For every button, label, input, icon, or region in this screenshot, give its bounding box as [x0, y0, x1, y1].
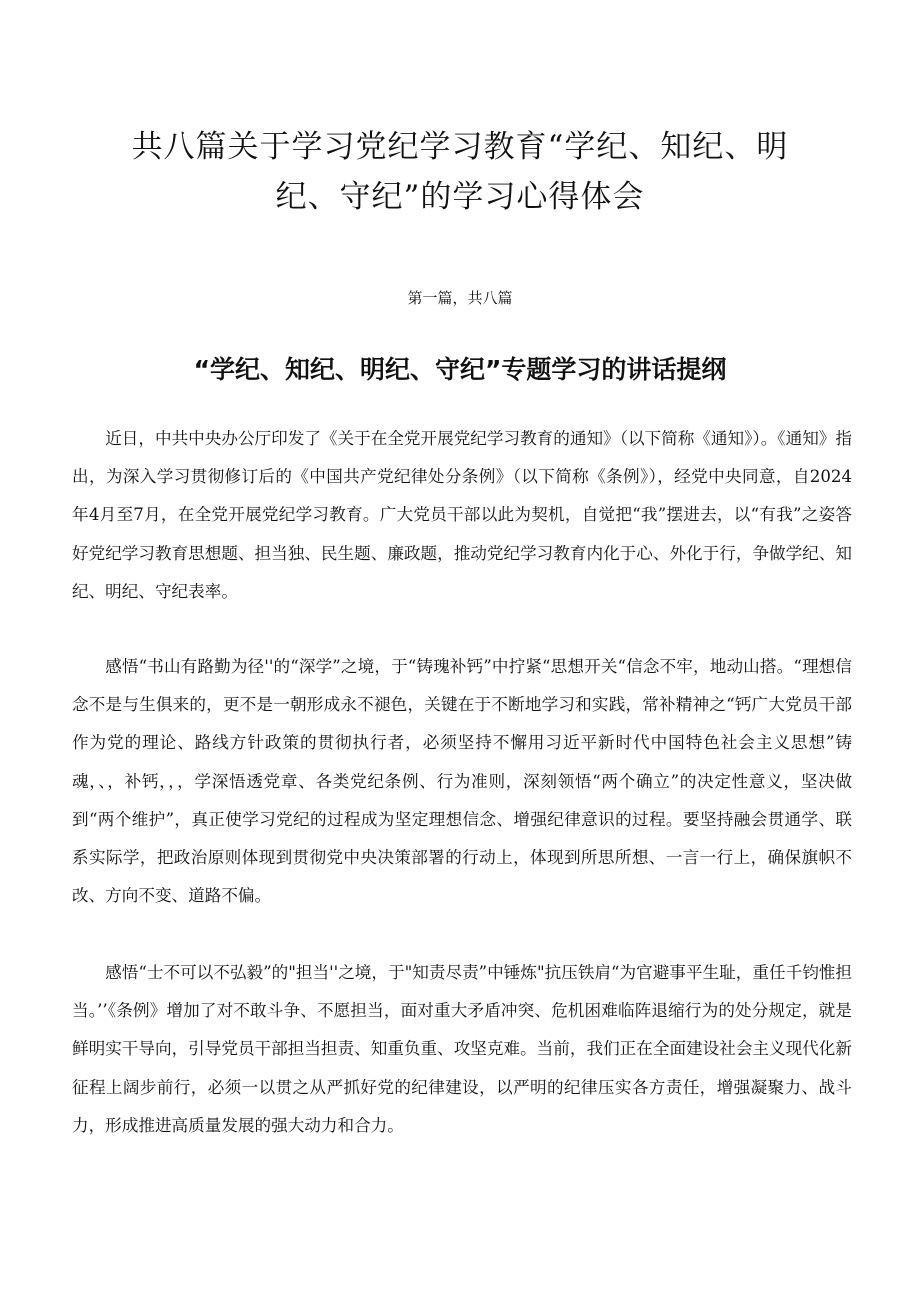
section-label: 第一篇，共八篇	[407, 289, 513, 307]
document-title: 共八篇关于学习党纪学习教育“学纪、知纪、明纪、守纪”的学习心得体会	[131, 129, 789, 215]
body-paragraph-2: 感悟“书山有路勤为径''的“深学”之境，于“铸瑰补钙”中拧紧“思想开关“信念不牢，地动山搭。“理想信念不是与生俱来的，更不是一朝形成永不褪色，关键在于不断地学习和实践，常补精神之“钙广大党员干部作为党的理论、路线方针政策的贯彻执行者，必须坚持不懈用习近平新时代中国特色社会主义思想”铸魂，、，补钙，，，学深悟透党章、各类党纪条例、行为准则，深刻领悟“两个确立”的决定性意义，坚决做到“两个维护”，真正使学习党纪的过程成为坚定理想信念、增强纪律意识的过程。要坚持融会贯通学、联系实际学，把政治原则体现到贯彻党中央决策部署的行动上，体现到所思所想、一言一行上，确保旗帜不改、方向不变、道路不偏。	[72, 657, 852, 906]
section-heading: “学纪、知纪、明纪、守纪”专题学习的讲话提纲	[193, 355, 727, 384]
body-paragraph-1: 近日，中共中央办公厅印发了《关于在全党开展党纪学习教育的通知》（以下简称《通知》）。《通知》指出，为深入学习贯彻修订后的《中国共产党纪律处分条例》（以下简称《条例》），经党中央同意，自2024年4月至7月，在全党开展党纪学习教育。广大党员干部以此为契机，自觉把“我”摆进去，以“有我”之姿答好党纪学习教育思想题、担当独、民生题、廉政题，推动党纪学习教育内化于心、外化于行，争做学纪、知纪、明纪、守纪表率。	[72, 429, 852, 601]
body-paragraph-3: 感悟“士不可以不弘毅”的"担当''之境，于"知责尽责”中锤炼"抗压铁肩“为官避事平生耻，重任千钧惟担当。’’《条例》增加了对不敢斗争、不愿担当，面对重大矛盾冲突、危机困难临阵退缩行为的处分规定，就是鲜明实干导向，引导党员干部担当担责、知重负重、攻坚克难。当前，我们正在全面建设社会主义现代化新征程上阔步前行，必须一以贯之从严抓好党的纪律建设，以严明的纪律压实各方责任，增强凝聚力、战斗力，形成推进高质量发展的强大动力和合力。	[72, 963, 852, 1135]
